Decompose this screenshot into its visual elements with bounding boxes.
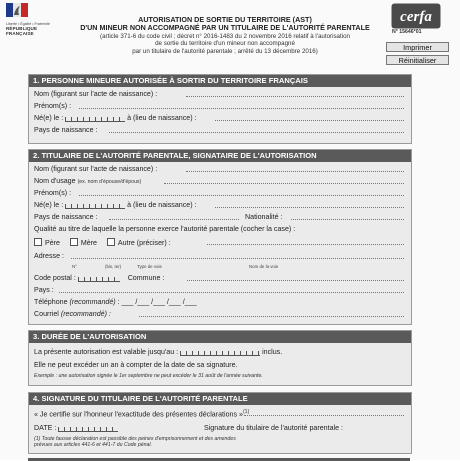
legal-reference-line-2: de sortie du territoire d'un mineur non accompagné [155, 40, 295, 48]
adresse-sub-bis: (bis, ter) [105, 264, 122, 269]
parent-lieu-label: à (lieu de naissance) : [127, 201, 197, 209]
minor-lieu-label: à (lieu de naissance) : [127, 114, 197, 122]
parent-nationalite-field[interactable] [291, 213, 404, 220]
minor-birthdate-field[interactable] [65, 114, 125, 122]
certifie-row [34, 409, 249, 418]
republique-francaise-logo [6, 3, 64, 37]
minor-prenoms-label: Prénom(s) : [34, 102, 72, 110]
parent-nom-usage-note: (ex. nom d'épouse/d'époux) [77, 179, 142, 185]
cerfa-logo-icon [391, 3, 441, 29]
section-parent [28, 149, 412, 325]
section-duration-title: 3. DURÉE DE L'AUTORISATION [29, 331, 411, 343]
courriel-label: Courriel [34, 310, 59, 318]
certifie-footnote-ref: (1) [242, 409, 250, 415]
form-title-line-1: AUTORISATION DE SORTIE DU TERRITOIRE (AST) [138, 15, 312, 24]
rf-name: RÉPUBLIQUE FRANÇAISE [6, 26, 38, 37]
print-button[interactable]: Imprimer [386, 42, 449, 52]
footnote-line-1: (1) Toute fausse déclaration est passible des peines d'emprisonnement et des amendes [34, 436, 236, 442]
minor-nom-label: Nom (figurant sur l'acte de naissance) : [34, 90, 158, 98]
certifie-text: « Je certifie sur l'honneur l'exactitude des présentes déclarations » [34, 410, 243, 419]
courriel-note: (recommandé) : [60, 310, 111, 318]
parent-nom-field[interactable] [186, 165, 404, 172]
section-minor [28, 74, 412, 144]
cerfa-logo-text: cerfa [400, 9, 432, 25]
marianne-emblem-icon [6, 3, 28, 17]
section-signature-title: 4. SIGNATURE DU TITULAIRE DE L'AUTORITÉ PARENTALE [29, 393, 411, 405]
pays-adresse-label: Pays : [34, 286, 54, 294]
minor-birth-row [34, 114, 197, 122]
autre-label: Autre (préciser) : [117, 239, 171, 247]
parent-prenoms-label: Prénom(s) : [34, 189, 72, 197]
telephone-row [34, 298, 197, 306]
adresse-sub-nom-voie: Nom de la voie [249, 264, 279, 269]
autre-field[interactable] [207, 238, 404, 245]
max-duration-text: Elle ne peut excéder un an à compter de la date de sa signature. [34, 361, 238, 369]
cerfa-number: N° 15646*01 [392, 29, 422, 35]
legal-reference-line-1: (article 371-6 du code civil ; décret n° 2016-1483 du 2 novembre 2016 relatif à l'autorisation [100, 32, 350, 40]
commune-label: Commune : [127, 274, 165, 282]
pere-label: Père [45, 239, 60, 247]
duration-example: Exemple : une autorisation signée le 1er septembre ne peut excéder le 31 août de l'année suivante. [34, 373, 263, 379]
rf-motto: Liberté • Égalité • Fraternité [6, 22, 50, 26]
courriel-row [34, 310, 111, 318]
adresse-sub-type: Type de voie [137, 264, 162, 269]
date-row [34, 424, 118, 432]
commune-field[interactable] [187, 274, 404, 281]
parent-nom-usage-label: Nom d'usage [34, 177, 76, 185]
parent-pays-field[interactable] [109, 213, 239, 220]
mere-checkbox[interactable] [70, 238, 78, 246]
minor-pays-label: Pays de naissance : [34, 126, 98, 134]
legal-reference-line-3: par un titulaire de l'autorité parentale ; arrêté du 13 décembre 2016) [132, 47, 318, 55]
adresse-label: Adresse : [34, 252, 64, 260]
section-minor-title: 1. PERSONNE MINEURE AUTORISÉE À SORTIR DU TERRITOIRE FRANÇAIS [29, 75, 411, 87]
signature-label: Signature du titulaire de l'autorité parentale : [204, 424, 343, 432]
valable-label: La présente autorisation est valable jusqu'au : [34, 348, 179, 356]
inclus-label: inclus. [262, 348, 283, 356]
certifie-line [244, 409, 404, 416]
parent-pays-label: Pays de naissance : [34, 213, 98, 221]
validity-date-field[interactable] [180, 348, 260, 356]
pays-adresse-field[interactable] [59, 286, 404, 293]
telephone-field[interactable]: : ___ /___ /___ /___ /___ [117, 298, 197, 306]
section-duration [28, 330, 412, 386]
signature-date-field[interactable] [58, 424, 118, 432]
parent-nom-usage-field[interactable] [164, 177, 404, 184]
form-title-line-2: D'UN MINEUR NON ACCOMPAGNÉ PAR UN TITULAIRE DE L'AUTORITÉ PARENTALE [80, 23, 370, 33]
section-parent-title: 2. TITULAIRE DE L'AUTORITÉ PARENTALE, SIGNATAIRE DE L'AUTORISATION [29, 150, 411, 162]
footnote-line-2: prévues aux articles 441-6 et 441-7 du Code pénal. [34, 442, 152, 448]
telephone-label: Téléphone [34, 298, 68, 306]
code-postal-row [34, 274, 164, 282]
parent-nationalite-label: Nationalité : [245, 213, 283, 221]
mere-label: Mère [80, 239, 98, 247]
parent-prenoms-field[interactable] [79, 189, 404, 196]
parent-ne-le-label: Né(e) le : [34, 201, 64, 209]
reset-button[interactable]: Réinitialiser [386, 55, 449, 65]
parent-qualite-options [34, 238, 171, 247]
minor-pays-field[interactable] [109, 126, 404, 133]
minor-lieu-field[interactable] [215, 114, 404, 121]
parent-birthdate-field[interactable] [65, 201, 125, 209]
courriel-field[interactable] [139, 310, 404, 317]
minor-nom-field[interactable] [186, 90, 404, 97]
valable-row [34, 348, 282, 356]
adresse-sub-no: N° [72, 264, 77, 269]
telephone-note: (recommandé) [69, 298, 116, 306]
parent-birth-row [34, 201, 197, 209]
autre-checkbox[interactable] [107, 238, 115, 246]
parent-nom-label: Nom (figurant sur l'acte de naissance) : [34, 165, 158, 173]
parent-lieu-field[interactable] [215, 201, 404, 208]
section-signature [28, 392, 412, 454]
date-label: DATE : [34, 424, 57, 432]
adresse-field[interactable] [71, 252, 404, 259]
minor-ne-le-label: Né(e) le : [34, 114, 64, 122]
minor-prenoms-field[interactable] [79, 102, 404, 109]
parent-qualite-label: Qualité au titre de laquelle la personne exerce l'autorité parentale (cocher la case) : [34, 225, 296, 233]
parent-nom-usage-row [34, 177, 141, 185]
code-postal-label: Code postal : [34, 274, 76, 282]
pere-checkbox[interactable] [34, 238, 42, 246]
code-postal-field[interactable] [78, 274, 120, 282]
form-title-block [66, 16, 384, 55]
